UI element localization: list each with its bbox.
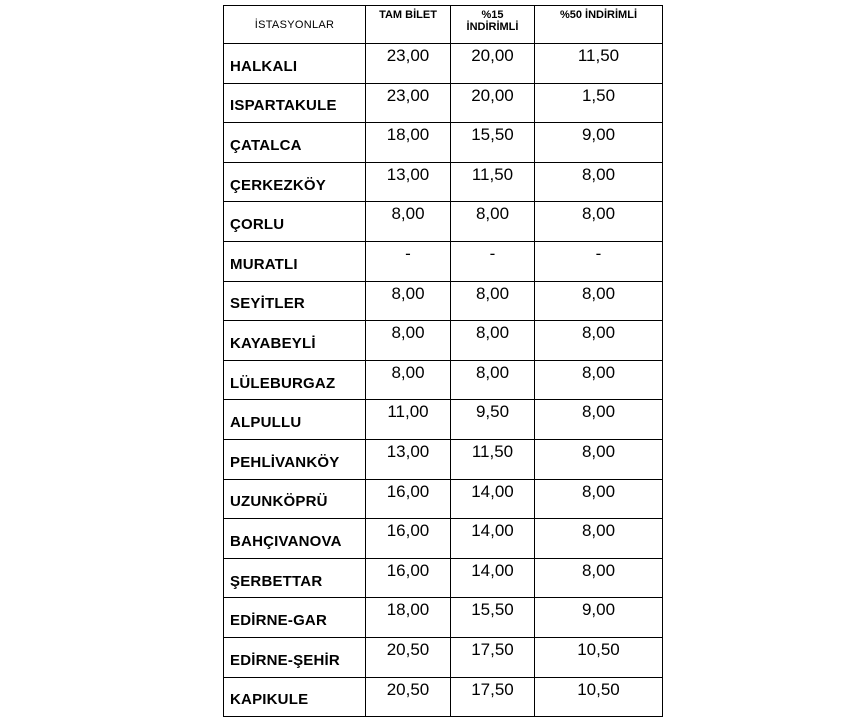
station-cell: ÇERKEZKÖY [224, 162, 366, 202]
discount-15-cell: 20,00 [451, 83, 535, 123]
table-row [224, 321, 663, 361]
full-ticket-cell: - [366, 241, 451, 281]
table-row [224, 83, 663, 123]
discount-50-cell: 1,50 [535, 83, 663, 123]
station-cell: UZUNKÖPRÜ [224, 479, 366, 519]
full-ticket-cell: 18,00 [366, 598, 451, 638]
header-stations: İSTASYONLAR [224, 6, 366, 44]
table-row [224, 558, 663, 598]
table-row [224, 123, 663, 163]
station-cell: LÜLEBURGAZ [224, 360, 366, 400]
table-row [224, 479, 663, 519]
header-full-ticket: TAM BİLET [366, 6, 451, 44]
discount-50-cell: 8,00 [535, 202, 663, 242]
discount-15-cell: 14,00 [451, 519, 535, 559]
full-ticket-cell: 23,00 [366, 44, 451, 84]
header-discount-15-line2: İNDİRİMLİ [466, 21, 519, 33]
table-row [224, 281, 663, 321]
discount-50-cell: 10,50 [535, 637, 663, 677]
table-row [224, 439, 663, 479]
discount-15-cell: 8,00 [451, 321, 535, 361]
header-discount-15 [451, 6, 535, 44]
discount-50-cell: 11,50 [535, 44, 663, 84]
table-row [224, 44, 663, 84]
header-discount-50: %50 İNDİRİMLİ [535, 6, 663, 44]
full-ticket-cell: 16,00 [366, 519, 451, 559]
station-cell: EDİRNE-GAR [224, 598, 366, 638]
full-ticket-cell: 20,50 [366, 637, 451, 677]
station-cell: ÇATALCA [224, 123, 366, 163]
discount-50-cell: 8,00 [535, 439, 663, 479]
full-ticket-cell: 23,00 [366, 83, 451, 123]
discount-15-cell: 20,00 [451, 44, 535, 84]
full-ticket-cell: 13,00 [366, 162, 451, 202]
full-ticket-cell: 16,00 [366, 479, 451, 519]
discount-15-cell: 15,50 [451, 123, 535, 163]
discount-50-cell: 8,00 [535, 162, 663, 202]
discount-15-cell: 9,50 [451, 400, 535, 440]
discount-50-cell: 8,00 [535, 400, 663, 440]
full-ticket-cell: 20,50 [366, 677, 451, 717]
fare-table [223, 5, 663, 717]
discount-15-cell: 14,00 [451, 479, 535, 519]
station-cell: ALPULLU [224, 400, 366, 440]
table-row [224, 637, 663, 677]
discount-15-cell: 11,50 [451, 439, 535, 479]
table-row [224, 677, 663, 717]
full-ticket-cell: 18,00 [366, 123, 451, 163]
full-ticket-cell: 11,00 [366, 400, 451, 440]
discount-15-cell: - [451, 241, 535, 281]
discount-15-cell: 15,50 [451, 598, 535, 638]
discount-50-cell: 9,00 [535, 123, 663, 163]
header-discount-15-line1: %15 [481, 9, 504, 21]
station-cell: ISPARTAKULE [224, 83, 366, 123]
discount-50-cell: - [535, 241, 663, 281]
discount-50-cell: 8,00 [535, 479, 663, 519]
discount-15-cell: 11,50 [451, 162, 535, 202]
discount-15-cell: 8,00 [451, 281, 535, 321]
discount-15-cell: 14,00 [451, 558, 535, 598]
discount-50-cell: 8,00 [535, 321, 663, 361]
table-row [224, 162, 663, 202]
discount-50-cell: 8,00 [535, 281, 663, 321]
station-cell: MURATLI [224, 241, 366, 281]
header-row [224, 6, 663, 44]
table-row [224, 598, 663, 638]
station-cell: KAYABEYLİ [224, 321, 366, 361]
discount-50-cell: 8,00 [535, 558, 663, 598]
table-row [224, 241, 663, 281]
station-cell: ÇORLU [224, 202, 366, 242]
discount-15-cell: 17,50 [451, 677, 535, 717]
station-cell: PEHLİVANKÖY [224, 439, 366, 479]
discount-50-cell: 8,00 [535, 360, 663, 400]
discount-50-cell: 8,00 [535, 519, 663, 559]
discount-50-cell: 10,50 [535, 677, 663, 717]
full-ticket-cell: 8,00 [366, 321, 451, 361]
station-cell: BAHÇIVANOVA [224, 519, 366, 559]
discount-15-cell: 8,00 [451, 360, 535, 400]
station-cell: SEYİTLER [224, 281, 366, 321]
table-row [224, 400, 663, 440]
discount-15-cell: 8,00 [451, 202, 535, 242]
station-cell: ŞERBETTAR [224, 558, 366, 598]
full-ticket-cell: 13,00 [366, 439, 451, 479]
table-row [224, 202, 663, 242]
station-cell: EDİRNE-ŞEHİR [224, 637, 366, 677]
full-ticket-cell: 8,00 [366, 360, 451, 400]
station-cell: HALKALI [224, 44, 366, 84]
station-cell: KAPIKULE [224, 677, 366, 717]
discount-50-cell: 9,00 [535, 598, 663, 638]
table-row [224, 360, 663, 400]
full-ticket-cell: 8,00 [366, 281, 451, 321]
discount-15-cell: 17,50 [451, 637, 535, 677]
full-ticket-cell: 16,00 [366, 558, 451, 598]
full-ticket-cell: 8,00 [366, 202, 451, 242]
table-row [224, 519, 663, 559]
